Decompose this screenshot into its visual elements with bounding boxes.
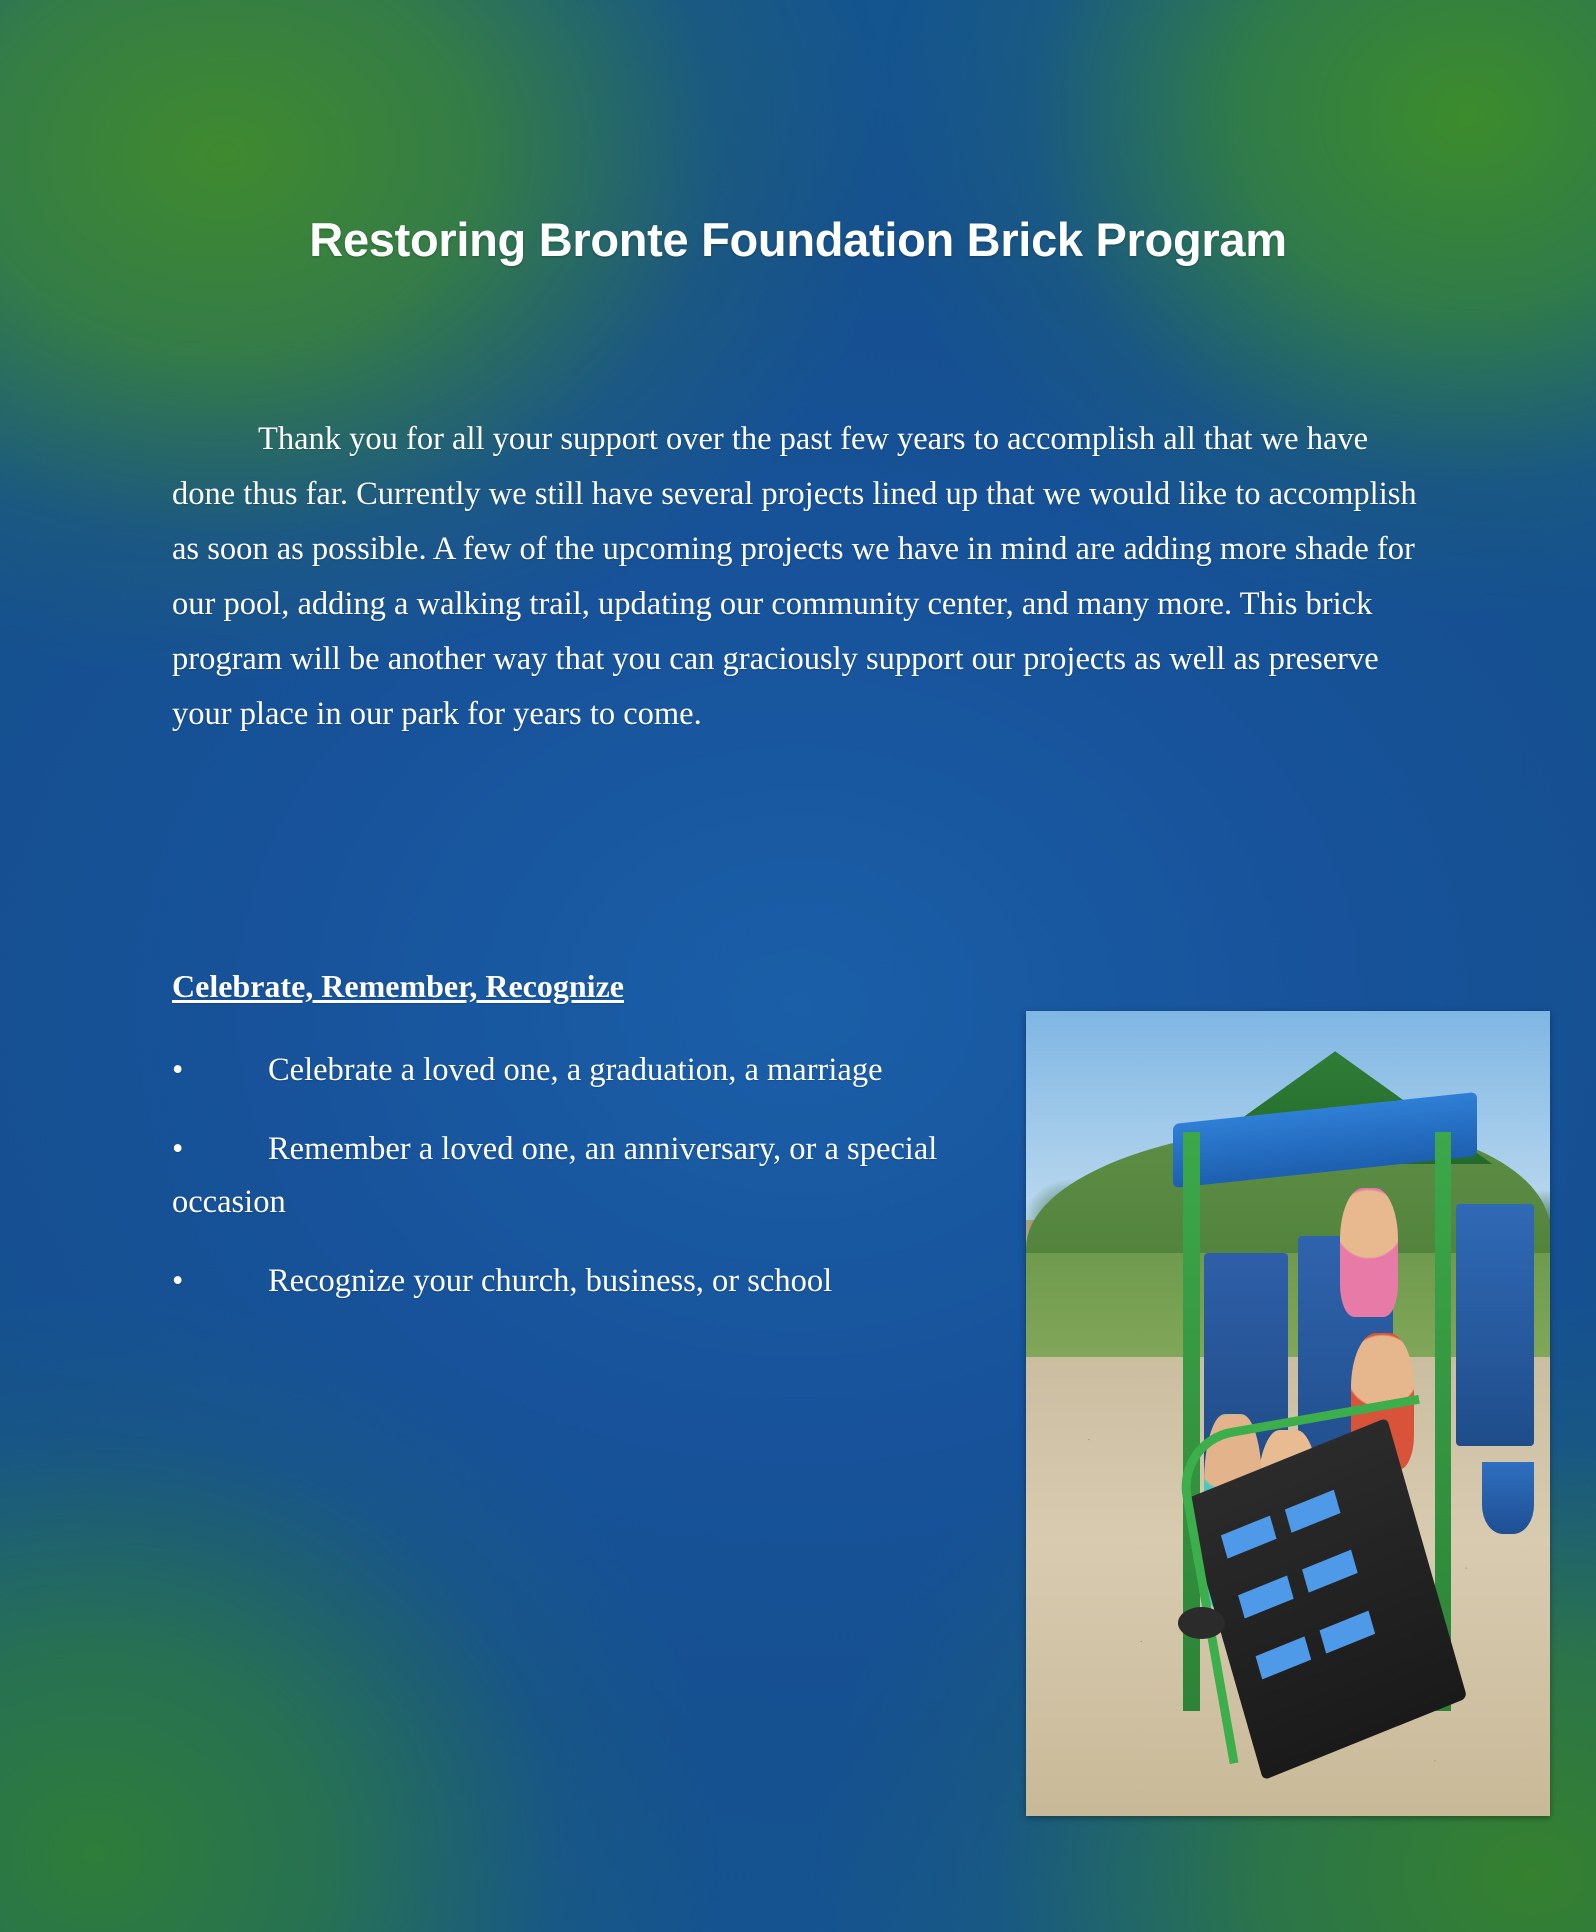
bullet-marker: •	[172, 1131, 184, 1167]
list-item	[172, 1123, 972, 1229]
list-item	[172, 1255, 972, 1308]
page-title: Restoring Bronte Foundation Brick Program	[309, 213, 1287, 266]
list-item-text: Recognize your church, business, or school	[268, 1263, 833, 1299]
photo-structure-panel	[1456, 1204, 1535, 1446]
photo-child	[1340, 1188, 1398, 1317]
section-subheading: Celebrate, Remember, Recognize	[172, 968, 624, 1004]
playground-photo	[1026, 1011, 1550, 1816]
bullet-list	[172, 1044, 972, 1334]
list-item-text: Remember a loved one, an anniversary, or a special occasion	[172, 1131, 938, 1220]
photo-bucket	[1482, 1462, 1534, 1534]
intro-paragraph: Thank you for all your support over the past few years to accomplish all that we have done thus far. Currently we still have several projects lined up that we would like to accomplish as soon as possible. A few of the upcoming projects we have in mind are adding more shade for our pool, adding a walking trail, updating our community center, and many more. This brick program will be another way that you can graciously support our projects as well as preserve your place in our park for years to come.	[172, 421, 1417, 732]
list-item	[172, 1044, 972, 1097]
photo-seat	[1178, 1607, 1225, 1639]
bullet-marker: •	[172, 1052, 184, 1088]
bullet-marker: •	[172, 1263, 184, 1299]
list-item-text: Celebrate a loved one, a graduation, a marriage	[268, 1052, 883, 1088]
